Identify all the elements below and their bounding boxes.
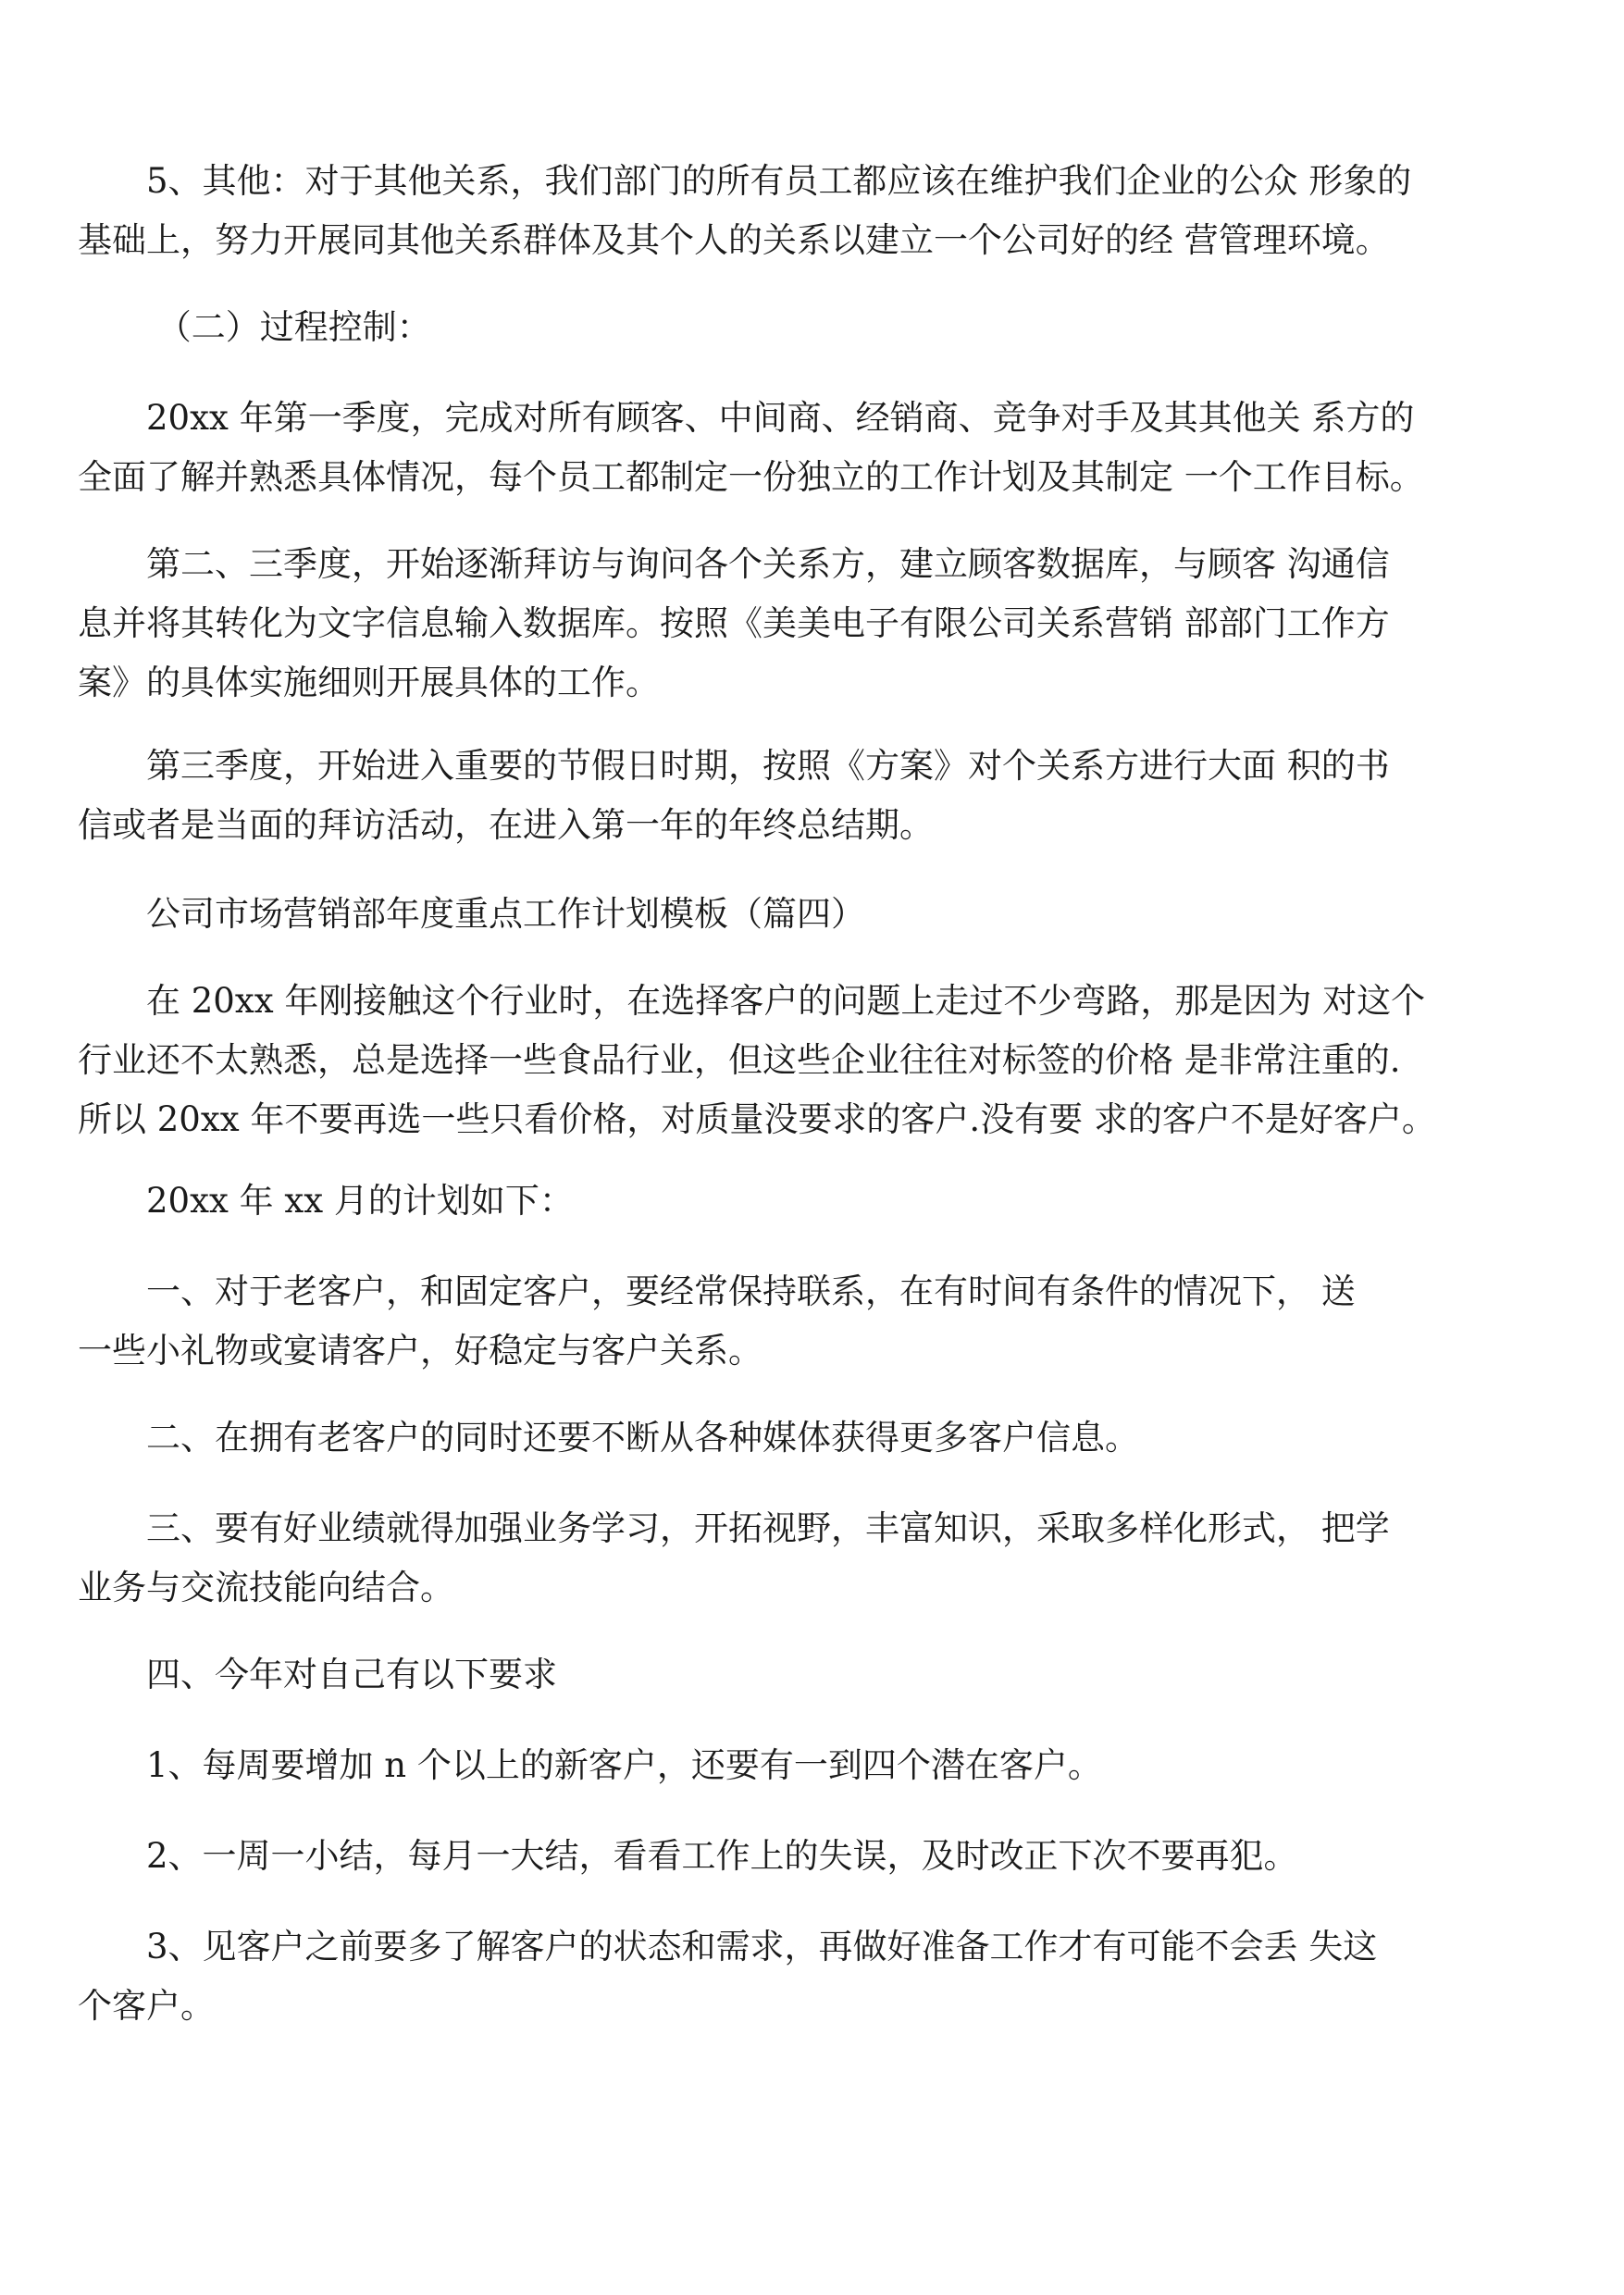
list-item-summaries: [78, 1827, 1549, 1886]
text-line: 所以 20xx 年不要再选一些只看价格，对质量没要求的客户.没有要 求的客户不是好客户。: [78, 1099, 1436, 1139]
list-item-weekly-new-customers: [78, 1736, 1549, 1795]
text-line: 息并将其转化为文字信息输入数据库。按照《美美电子有限公司关系营销 部部门工作方: [78, 603, 1390, 643]
paragraph-old-customers: [78, 1262, 1549, 1381]
text-line: 公司市场营销部年度重点工作计划模板（篇四）: [78, 894, 865, 934]
text-line: 基础上，努力开展同其他关系群体及其个人的关系以建立一个公司好的经 营管理环境。: [78, 220, 1390, 260]
text-line: 个客户。: [78, 1986, 215, 2026]
text-line: 第二、三季度，开始逐渐拜访与询问各个关系方，建立顾客数据库，与顾客 沟通信: [78, 544, 1390, 584]
paragraph-business-study: [78, 1499, 1549, 1618]
section-title-plan-template: [78, 885, 1549, 944]
paragraph-self-requirements: [78, 1645, 1549, 1705]
paragraph-industry-experience: [78, 972, 1549, 1149]
text-line: 案》的具体实施细则开展具体的工作。: [78, 663, 660, 702]
text-line: 一些小礼物或宴请客户，好稳定与客户关系。: [78, 1331, 762, 1371]
text-line: 在 20xx 年刚接触这个行业时，在选择客户的问题上走过不少弯路，那是因为 对这个: [78, 981, 1426, 1021]
text-line: 四、今年对自己有以下要求: [78, 1655, 557, 1694]
text-line: 一、对于老客户，和固定客户，要经常保持联系，在有时间有条件的情况下， 送: [78, 1272, 1356, 1311]
paragraph-second-third-quarter: [78, 535, 1549, 713]
text-line: （二）过程控制：: [78, 307, 431, 347]
text-line: 信或者是当面的拜访活动，在进入第一年的年终总结期。: [78, 805, 934, 845]
text-line: 全面了解并熟悉具体情况，每个员工都制定一份独立的工作计划及其制定 一个工作目标。: [78, 457, 1424, 497]
text-line: 三、要有好业绩就得加强业务学习，开拓视野，丰富知识，采取多样化形式， 把学: [78, 1508, 1390, 1548]
paragraph-new-customer-info: [78, 1408, 1549, 1468]
text-line: 1、每周要增加 n 个以上的新客户，还要有一到四个潜在客户。: [78, 1745, 1102, 1785]
text-line: 第三季度，开始进入重要的节假日时期，按照《方案》对个关系方进行大面 积的书: [78, 746, 1390, 786]
paragraph-monthly-plan-intro: [78, 1172, 1549, 1231]
text-line: 2、一周一小结，每月一大结，看看工作上的失误，及时改正下次不要再犯。: [78, 1836, 1298, 1876]
paragraph-third-quarter: [78, 737, 1549, 855]
section-heading-process-control: [78, 298, 1549, 357]
text-line: 业务与交流技能向结合。: [78, 1568, 454, 1607]
text-line: 5、其他：对于其他关系，我们部门的所有员工都应该在维护我们企业的公众 形象的: [78, 161, 1412, 201]
text-line: 二、在拥有老客户的同时还要不断从各种媒体获得更多客户信息。: [78, 1418, 1139, 1458]
text-line: 3、见客户之前要多了解客户的状态和需求，再做好准备工作才有可能不会丢 失这: [78, 1927, 1378, 1966]
text-line: 行业还不太熟悉，总是选择一些食品行业，但这些企业往往对标签的价格 是非常注重的.: [78, 1040, 1401, 1080]
text-line: 20xx 年 xx 月的计划如下：: [78, 1181, 574, 1221]
paragraph-other-relations: [78, 152, 1549, 270]
list-item-customer-preparation: [78, 1917, 1549, 2036]
text-line: 20xx 年第一季度，完成对所有顾客、中间商、经销商、竞争对手及其其他关 系方的: [78, 398, 1415, 438]
paragraph-first-quarter: [78, 389, 1549, 507]
